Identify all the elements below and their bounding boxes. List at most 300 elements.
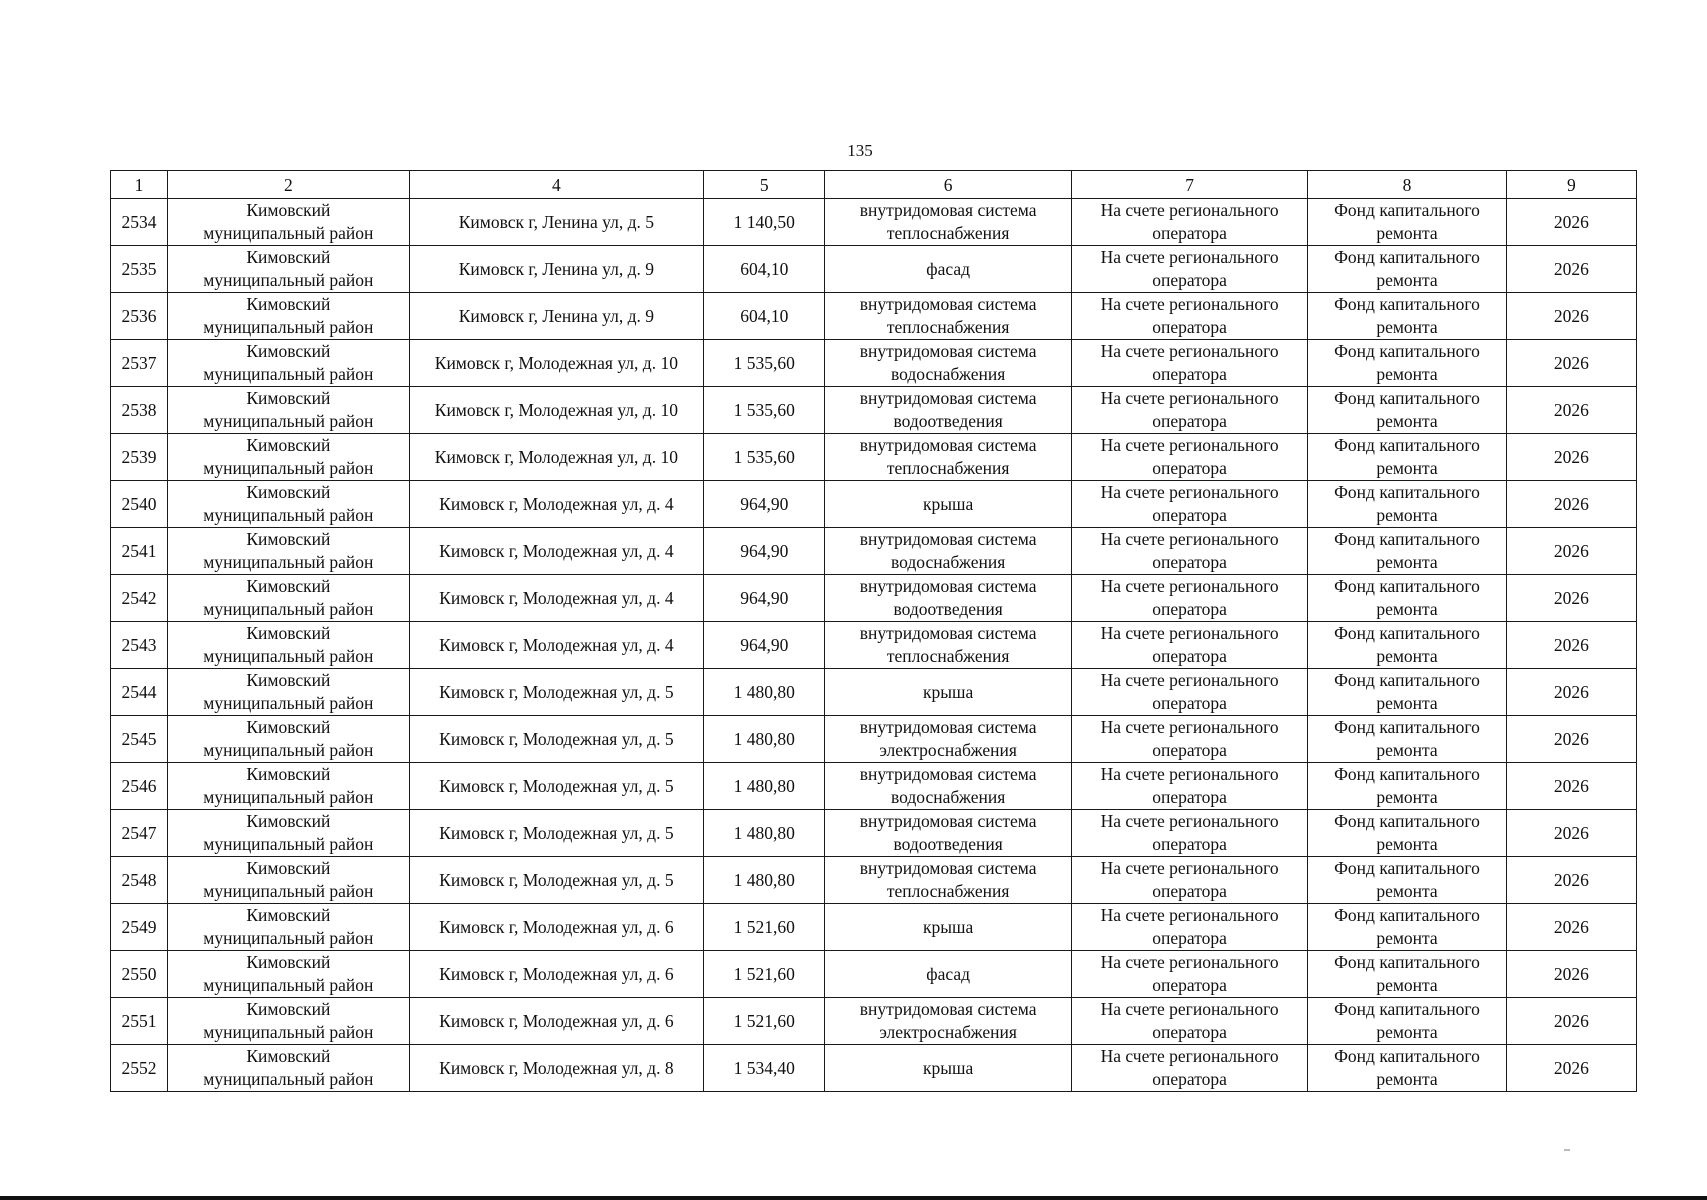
funding-source-cell-line: ремонта xyxy=(1376,928,1438,948)
work-type-cell-line: крыша xyxy=(923,916,974,937)
municipality-cell xyxy=(168,669,409,716)
address-cell: Кимовск г, Молодежная ул, д. 10 xyxy=(409,434,704,481)
area-cell: 1 535,60 xyxy=(704,340,825,387)
area-cell: 1 480,80 xyxy=(704,763,825,810)
row-number-cell: 2545 xyxy=(111,716,168,763)
funding-source-cell-line: ремонта xyxy=(1376,1069,1438,1089)
funding-source-cell-line: ремонта xyxy=(1376,693,1438,713)
year-cell: 2026 xyxy=(1506,481,1636,528)
funding-source-cell-line: ремонта xyxy=(1376,458,1438,478)
year-cell: 2026 xyxy=(1506,622,1636,669)
address-cell: Кимовск г, Молодежная ул, д. 8 xyxy=(409,1045,704,1092)
account-cell xyxy=(1071,763,1307,810)
row-number-cell: 2538 xyxy=(111,387,168,434)
funding-source-cell-line: Фонд капитального xyxy=(1334,529,1480,549)
address-cell: Кимовск г, Ленина ул, д. 5 xyxy=(409,199,704,246)
row-number-cell: 2549 xyxy=(111,904,168,951)
municipality-cell-line: муниципальный район xyxy=(203,552,374,572)
funding-source-cell-line: Фонд капитального xyxy=(1334,623,1480,643)
account-cell-line: На счете регионального xyxy=(1100,717,1279,737)
table-row xyxy=(111,340,1637,387)
municipality-cell-line: муниципальный район xyxy=(203,505,374,525)
funding-source-cell-line: ремонта xyxy=(1376,881,1438,901)
account-cell-line: оператора xyxy=(1152,1022,1227,1042)
account-cell xyxy=(1071,434,1307,481)
work-type-cell-line: внутридомовая система xyxy=(859,294,1037,314)
account-cell-line: оператора xyxy=(1152,223,1227,243)
funding-source-cell xyxy=(1308,434,1506,481)
account-cell xyxy=(1071,199,1307,246)
funding-source-cell-line: ремонта xyxy=(1376,270,1438,290)
funding-source-cell-line: ремонта xyxy=(1376,317,1438,337)
address-cell: Кимовск г, Ленина ул, д. 9 xyxy=(409,246,704,293)
address-cell: Кимовск г, Молодежная ул, д. 4 xyxy=(409,481,704,528)
work-type-cell xyxy=(825,622,1071,669)
funding-source-cell xyxy=(1308,575,1506,622)
account-cell-line: На счете регионального xyxy=(1100,623,1279,643)
work-type-cell-line: внутридомовая система xyxy=(859,200,1037,220)
municipality-cell-line: Кимовский xyxy=(246,341,331,361)
municipality-cell-line: муниципальный район xyxy=(203,646,374,666)
municipality-cell-line: Кимовский xyxy=(246,200,331,220)
work-type-cell-line: внутридомовая система xyxy=(859,717,1037,737)
funding-source-cell xyxy=(1308,293,1506,340)
year-cell: 2026 xyxy=(1506,1045,1636,1092)
funding-source-cell xyxy=(1308,340,1506,387)
row-number-cell: 2535 xyxy=(111,246,168,293)
account-cell-line: оператора xyxy=(1152,881,1227,901)
row-number-cell: 2539 xyxy=(111,434,168,481)
municipality-cell xyxy=(168,904,409,951)
area-cell: 1 521,60 xyxy=(704,904,825,951)
funding-source-cell xyxy=(1308,669,1506,716)
area-cell: 1 534,40 xyxy=(704,1045,825,1092)
account-cell xyxy=(1071,481,1307,528)
work-type-cell-line: внутридомовая система xyxy=(859,811,1037,831)
municipality-cell xyxy=(168,481,409,528)
table-body xyxy=(111,199,1637,1092)
municipality-cell-line: муниципальный район xyxy=(203,223,374,243)
account-cell-line: оператора xyxy=(1152,317,1227,337)
municipality-cell xyxy=(168,199,409,246)
address-cell: Кимовск г, Молодежная ул, д. 5 xyxy=(409,763,704,810)
work-type-cell-line: крыша xyxy=(923,681,974,702)
account-cell-line: оператора xyxy=(1152,505,1227,525)
work-type-cell-line: крыша xyxy=(923,1057,974,1078)
address-cell: Кимовск г, Молодежная ул, д. 6 xyxy=(409,998,704,1045)
funding-source-cell xyxy=(1308,716,1506,763)
work-type-cell-line: крыша xyxy=(923,493,974,514)
table-row xyxy=(111,669,1637,716)
municipality-cell xyxy=(168,1045,409,1092)
municipality-cell xyxy=(168,810,409,857)
account-cell xyxy=(1071,1045,1307,1092)
account-cell-line: На счете регионального xyxy=(1100,482,1279,502)
work-type-cell xyxy=(825,434,1071,481)
funding-source-cell-line: ремонта xyxy=(1376,646,1438,666)
header-cell-year: 9 xyxy=(1506,171,1636,199)
funding-source-cell xyxy=(1308,622,1506,669)
page-number: 135 xyxy=(847,141,873,160)
table-row xyxy=(111,246,1637,293)
municipality-cell-line: Кимовский xyxy=(246,858,331,878)
funding-source-cell-line: Фонд капитального xyxy=(1334,200,1480,220)
municipality-cell-line: муниципальный район xyxy=(203,787,374,807)
account-cell xyxy=(1071,340,1307,387)
year-cell: 2026 xyxy=(1506,998,1636,1045)
municipality-cell-line: Кимовский xyxy=(246,764,331,784)
funding-source-cell xyxy=(1308,246,1506,293)
scan-bottom-edge xyxy=(0,1196,1707,1200)
funding-source-cell-line: Фонд капитального xyxy=(1334,482,1480,502)
row-number-cell: 2543 xyxy=(111,622,168,669)
funding-source-cell-line: ремонта xyxy=(1376,787,1438,807)
work-type-cell xyxy=(825,340,1071,387)
table-row xyxy=(111,904,1637,951)
header-cell-num: 1 xyxy=(111,171,168,199)
municipality-cell xyxy=(168,528,409,575)
account-cell-line: оператора xyxy=(1152,787,1227,807)
header-cell-area: 5 xyxy=(704,171,825,199)
funding-source-cell-line: Фонд капитального xyxy=(1334,247,1480,267)
municipality-cell xyxy=(168,575,409,622)
account-cell-line: На счете регионального xyxy=(1100,670,1279,690)
municipality-cell-line: муниципальный район xyxy=(203,834,374,854)
work-type-cell xyxy=(825,1045,1071,1092)
area-cell: 1 521,60 xyxy=(704,998,825,1045)
work-type-cell xyxy=(825,716,1071,763)
municipality-cell-line: муниципальный район xyxy=(203,1069,374,1089)
funding-source-cell-line: ремонта xyxy=(1376,223,1438,243)
municipality-cell xyxy=(168,716,409,763)
work-type-cell-line: внутридомовая система xyxy=(859,388,1037,408)
funding-source-cell-line: Фонд капитального xyxy=(1334,1046,1480,1066)
funding-source-cell-line: Фонд капитального xyxy=(1334,858,1480,878)
work-type-cell-line: внутридомовая система xyxy=(859,435,1037,455)
work-type-cell-line: теплоснабжения xyxy=(886,458,1010,478)
funding-source-cell-line: ремонта xyxy=(1376,975,1438,995)
funding-source-cell xyxy=(1308,763,1506,810)
row-number-cell: 2550 xyxy=(111,951,168,998)
work-type-cell-line: внутридомовая система xyxy=(859,999,1037,1019)
funding-source-cell-line: Фонд капитального xyxy=(1334,576,1480,596)
year-cell: 2026 xyxy=(1506,246,1636,293)
work-type-cell-line: теплоснабжения xyxy=(886,223,1010,243)
funding-source-cell-line: Фонд капитального xyxy=(1334,811,1480,831)
municipality-cell xyxy=(168,387,409,434)
area-cell: 1 140,50 xyxy=(704,199,825,246)
work-type-cell-line: теплоснабжения xyxy=(886,646,1010,666)
funding-source-cell xyxy=(1308,528,1506,575)
repair-schedule-table xyxy=(110,170,1637,1092)
header-row xyxy=(111,171,1637,199)
funding-source-cell xyxy=(1308,951,1506,998)
address-cell: Кимовск г, Молодежная ул, д. 6 xyxy=(409,904,704,951)
work-type-cell-line: водоснабжения xyxy=(891,364,1006,384)
row-number-cell: 2552 xyxy=(111,1045,168,1092)
municipality-cell-line: Кимовский xyxy=(246,905,331,925)
funding-source-cell-line: Фонд капитального xyxy=(1334,388,1480,408)
account-cell-line: оператора xyxy=(1152,364,1227,384)
row-number-cell: 2540 xyxy=(111,481,168,528)
funding-source-cell-line: Фонд капитального xyxy=(1334,717,1480,737)
table-row xyxy=(111,951,1637,998)
funding-source-cell xyxy=(1308,998,1506,1045)
year-cell: 2026 xyxy=(1506,763,1636,810)
account-cell-line: оператора xyxy=(1152,411,1227,431)
account-cell-line: оператора xyxy=(1152,834,1227,854)
table-row xyxy=(111,199,1637,246)
municipality-cell xyxy=(168,857,409,904)
area-cell: 1 480,80 xyxy=(704,716,825,763)
account-cell-line: оператора xyxy=(1152,552,1227,572)
account-cell-line: На счете регионального xyxy=(1100,1046,1279,1066)
funding-source-cell xyxy=(1308,1045,1506,1092)
table-row xyxy=(111,763,1637,810)
municipality-cell-line: Кимовский xyxy=(246,294,331,314)
header-cell-account: 7 xyxy=(1071,171,1307,199)
municipality-cell-line: муниципальный район xyxy=(203,928,374,948)
account-cell-line: оператора xyxy=(1152,693,1227,713)
municipality-cell-line: Кимовский xyxy=(246,388,331,408)
account-cell xyxy=(1071,857,1307,904)
address-cell: Кимовск г, Молодежная ул, д. 5 xyxy=(409,810,704,857)
area-cell: 604,10 xyxy=(704,246,825,293)
funding-source-cell-line: Фонд капитального xyxy=(1334,999,1480,1019)
work-type-cell xyxy=(825,904,1071,951)
address-cell: Кимовск г, Молодежная ул, д. 6 xyxy=(409,951,704,998)
table-row xyxy=(111,998,1637,1045)
funding-source-cell xyxy=(1308,481,1506,528)
year-cell: 2026 xyxy=(1506,387,1636,434)
funding-source-cell-line: ремонта xyxy=(1376,740,1438,760)
row-number-cell: 2548 xyxy=(111,857,168,904)
table-header xyxy=(111,171,1637,199)
account-cell-line: На счете регионального xyxy=(1100,905,1279,925)
work-type-cell xyxy=(825,857,1071,904)
year-cell: 2026 xyxy=(1506,575,1636,622)
account-cell-line: На счете регионального xyxy=(1100,952,1279,972)
address-cell: Кимовск г, Молодежная ул, д. 5 xyxy=(409,716,704,763)
funding-source-cell-line: ремонта xyxy=(1376,364,1438,384)
table-row xyxy=(111,528,1637,575)
work-type-cell-line: внутридомовая система xyxy=(859,529,1037,549)
funding-source-cell-line: ремонта xyxy=(1376,505,1438,525)
work-type-cell-line: внутридомовая система xyxy=(859,576,1037,596)
funding-source-cell-line: Фонд капитального xyxy=(1334,435,1480,455)
municipality-cell-line: муниципальный район xyxy=(203,740,374,760)
account-cell-line: оператора xyxy=(1152,928,1227,948)
funding-source-cell xyxy=(1308,199,1506,246)
address-cell: Кимовск г, Ленина ул, д. 9 xyxy=(409,293,704,340)
table-row xyxy=(111,716,1637,763)
work-type-cell-line: внутридомовая система xyxy=(859,858,1037,878)
account-cell xyxy=(1071,293,1307,340)
account-cell-line: На счете регионального xyxy=(1100,435,1279,455)
table-row xyxy=(111,293,1637,340)
funding-source-cell-line: ремонта xyxy=(1376,1022,1438,1042)
account-cell-line: оператора xyxy=(1152,646,1227,666)
municipality-cell-line: Кимовский xyxy=(246,1046,331,1066)
municipality-cell-line: муниципальный район xyxy=(203,975,374,995)
area-cell: 1 521,60 xyxy=(704,951,825,998)
account-cell-line: оператора xyxy=(1152,599,1227,619)
table-row xyxy=(111,434,1637,481)
work-type-cell xyxy=(825,199,1071,246)
year-cell: 2026 xyxy=(1506,810,1636,857)
header-cell-municipality: 2 xyxy=(168,171,409,199)
row-number-cell: 2541 xyxy=(111,528,168,575)
work-type-cell-line: внутридомовая система xyxy=(859,623,1037,643)
work-type-cell-line: водоотведения xyxy=(893,599,1003,619)
account-cell-line: оператора xyxy=(1152,1069,1227,1089)
area-cell: 604,10 xyxy=(704,293,825,340)
municipality-cell-line: муниципальный район xyxy=(203,317,374,337)
account-cell-line: На счете регионального xyxy=(1100,764,1279,784)
account-cell xyxy=(1071,575,1307,622)
header-cell-source: 8 xyxy=(1308,171,1506,199)
municipality-cell-line: Кимовский xyxy=(246,576,331,596)
municipality-cell-line: муниципальный район xyxy=(203,270,374,290)
account-cell xyxy=(1071,998,1307,1045)
account-cell-line: На счете регионального xyxy=(1100,388,1279,408)
municipality-cell xyxy=(168,293,409,340)
funding-source-cell-line: ремонта xyxy=(1376,552,1438,572)
row-number-cell: 2536 xyxy=(111,293,168,340)
address-cell: Кимовск г, Молодежная ул, д. 10 xyxy=(409,340,704,387)
municipality-cell-line: Кимовский xyxy=(246,247,331,267)
account-cell-line: На счете регионального xyxy=(1100,811,1279,831)
municipality-cell-line: Кимовский xyxy=(246,529,331,549)
table-row xyxy=(111,810,1637,857)
work-type-cell-line: водоотведения xyxy=(893,411,1003,431)
area-cell: 1 535,60 xyxy=(704,434,825,481)
funding-source-cell xyxy=(1308,857,1506,904)
work-type-cell-line: внутридомовая система xyxy=(859,764,1037,784)
area-cell: 964,90 xyxy=(704,575,825,622)
account-cell-line: оператора xyxy=(1152,975,1227,995)
municipality-cell-line: муниципальный район xyxy=(203,693,374,713)
work-type-cell xyxy=(825,810,1071,857)
work-type-cell-line: внутридомовая система xyxy=(859,341,1037,361)
table-row xyxy=(111,481,1637,528)
work-type-cell xyxy=(825,669,1071,716)
municipality-cell-line: Кимовский xyxy=(246,999,331,1019)
work-type-cell-line: фасад xyxy=(926,963,971,984)
municipality-cell xyxy=(168,951,409,998)
account-cell-line: На счете регионального xyxy=(1100,529,1279,549)
row-number-cell: 2534 xyxy=(111,199,168,246)
year-cell: 2026 xyxy=(1506,716,1636,763)
work-type-cell xyxy=(825,998,1071,1045)
work-type-cell-line: водоснабжения xyxy=(891,787,1006,807)
account-cell xyxy=(1071,622,1307,669)
year-cell: 2026 xyxy=(1506,857,1636,904)
municipality-cell-line: Кимовский xyxy=(246,435,331,455)
area-cell: 964,90 xyxy=(704,481,825,528)
municipality-cell-line: Кимовский xyxy=(246,952,331,972)
year-cell: 2026 xyxy=(1506,528,1636,575)
address-cell: Кимовск г, Молодежная ул, д. 5 xyxy=(409,857,704,904)
account-cell-line: На счете регионального xyxy=(1100,858,1279,878)
year-cell: 2026 xyxy=(1506,904,1636,951)
municipality-cell xyxy=(168,246,409,293)
work-type-cell-line: водоотведения xyxy=(893,834,1003,854)
funding-source-cell-line: Фонд капитального xyxy=(1334,341,1480,361)
municipality-cell xyxy=(168,763,409,810)
address-cell: Кимовск г, Молодежная ул, д. 4 xyxy=(409,622,704,669)
funding-source-cell-line: Фонд капитального xyxy=(1334,294,1480,314)
municipality-cell-line: Кимовский xyxy=(246,811,331,831)
account-cell xyxy=(1071,716,1307,763)
table-row xyxy=(111,622,1637,669)
area-cell: 1 480,80 xyxy=(704,810,825,857)
work-type-cell xyxy=(825,951,1071,998)
municipality-cell-line: муниципальный район xyxy=(203,458,374,478)
account-cell xyxy=(1071,528,1307,575)
account-cell-line: На счете регионального xyxy=(1100,294,1279,314)
municipality-cell-line: Кимовский xyxy=(246,482,331,502)
municipality-cell xyxy=(168,434,409,481)
account-cell-line: На счете регионального xyxy=(1100,576,1279,596)
account-cell xyxy=(1071,810,1307,857)
year-cell: 2026 xyxy=(1506,199,1636,246)
funding-source-cell-line: ремонта xyxy=(1376,599,1438,619)
row-number-cell: 2546 xyxy=(111,763,168,810)
year-cell: 2026 xyxy=(1506,669,1636,716)
area-cell: 964,90 xyxy=(704,528,825,575)
work-type-cell xyxy=(825,246,1071,293)
row-number-cell: 2544 xyxy=(111,669,168,716)
municipality-cell xyxy=(168,340,409,387)
work-type-cell xyxy=(825,481,1071,528)
municipality-cell-line: муниципальный район xyxy=(203,881,374,901)
funding-source-cell-line: Фонд капитального xyxy=(1334,905,1480,925)
account-cell xyxy=(1071,246,1307,293)
account-cell-line: На счете регионального xyxy=(1100,999,1279,1019)
work-type-cell-line: фасад xyxy=(926,258,971,279)
table-row xyxy=(111,1045,1637,1092)
funding-source-cell xyxy=(1308,387,1506,434)
work-type-cell xyxy=(825,387,1071,434)
funding-source-cell xyxy=(1308,904,1506,951)
funding-source-cell-line: Фонд капитального xyxy=(1334,952,1480,972)
table-row xyxy=(111,575,1637,622)
account-cell xyxy=(1071,669,1307,716)
account-cell-line: оператора xyxy=(1152,740,1227,760)
address-cell: Кимовск г, Молодежная ул, д. 4 xyxy=(409,575,704,622)
work-type-cell-line: электроснабжения xyxy=(879,740,1017,760)
header-cell-address: 4 xyxy=(409,171,704,199)
account-cell-line: оператора xyxy=(1152,458,1227,478)
year-cell: 2026 xyxy=(1506,293,1636,340)
area-cell: 1 480,80 xyxy=(704,669,825,716)
work-type-cell-line: водоснабжения xyxy=(891,552,1006,572)
funding-source-cell-line: ремонта xyxy=(1376,411,1438,431)
year-cell: 2026 xyxy=(1506,434,1636,481)
table-row xyxy=(111,857,1637,904)
municipality-cell-line: муниципальный район xyxy=(203,411,374,431)
address-cell: Кимовск г, Молодежная ул, д. 4 xyxy=(409,528,704,575)
funding-source-cell-line: Фонд капитального xyxy=(1334,670,1480,690)
work-type-cell-line: электроснабжения xyxy=(879,1022,1017,1042)
header-cell-work: 6 xyxy=(825,171,1071,199)
municipality-cell-line: муниципальный район xyxy=(203,1022,374,1042)
year-cell: 2026 xyxy=(1506,340,1636,387)
year-cell: 2026 xyxy=(1506,951,1636,998)
area-cell: 964,90 xyxy=(704,622,825,669)
account-cell-line: На счете регионального xyxy=(1100,341,1279,361)
